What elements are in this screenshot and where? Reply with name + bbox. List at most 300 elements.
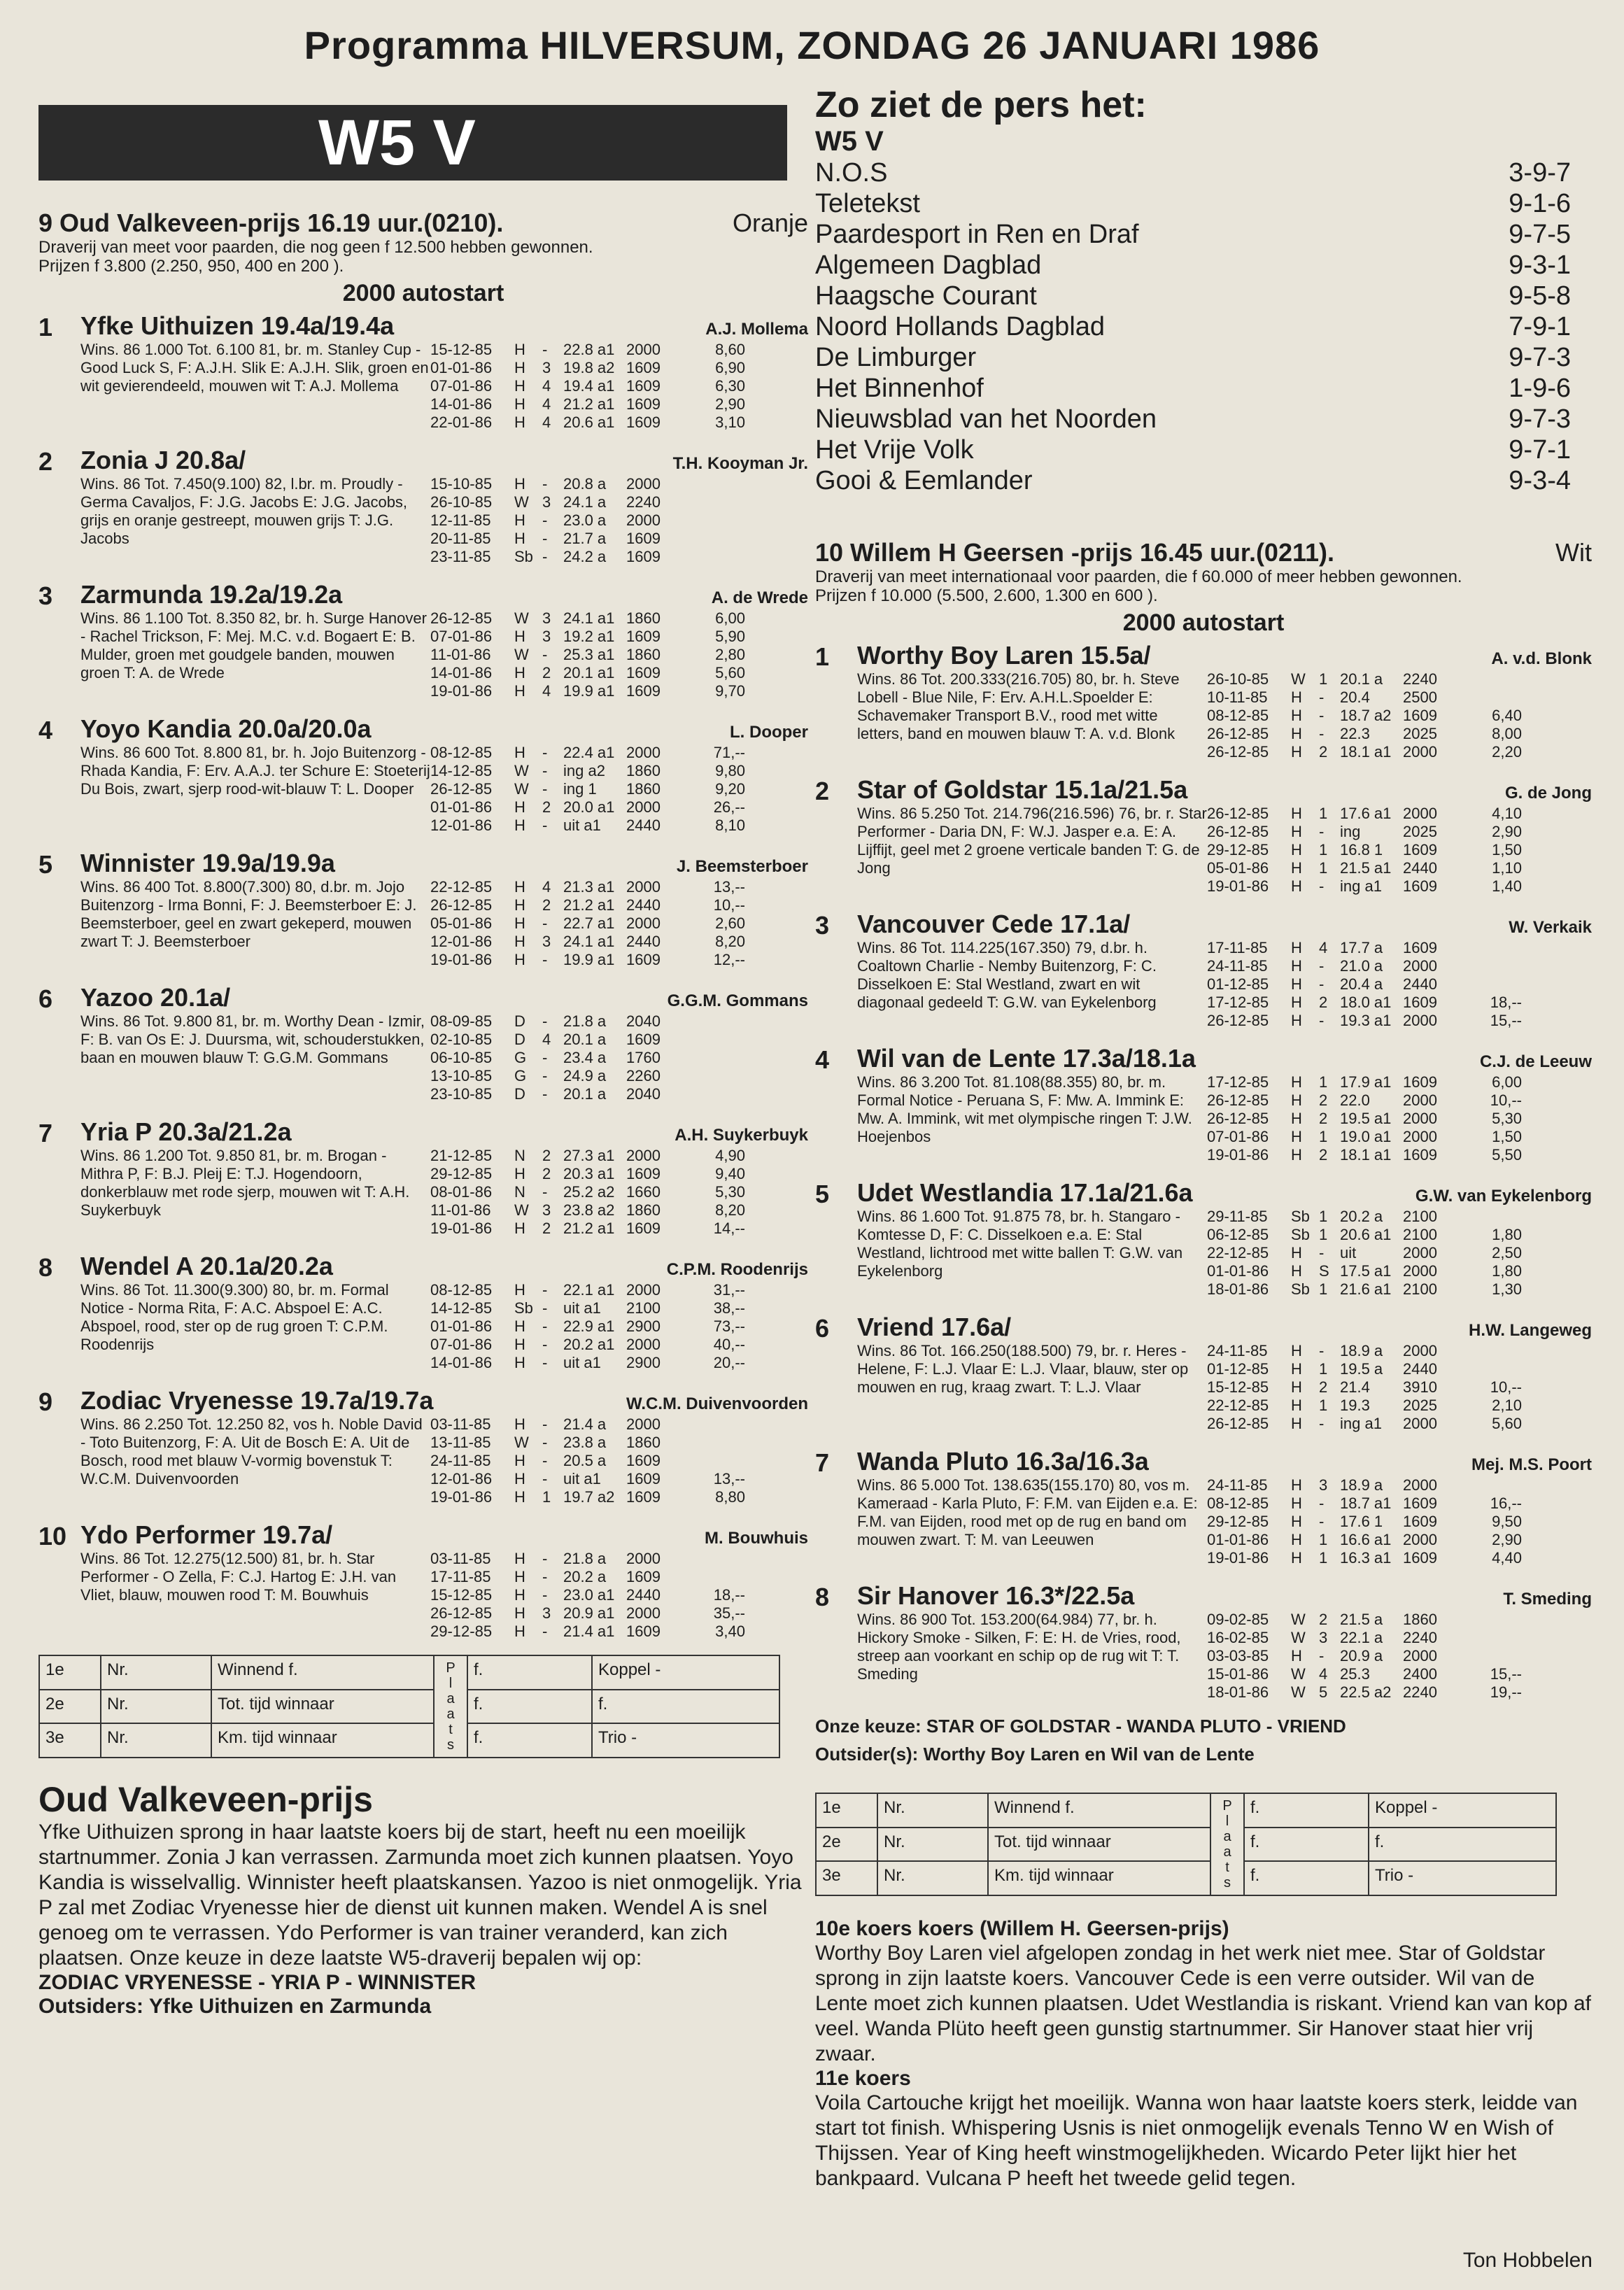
press-source: Paardesport in Ren en Draf — [815, 220, 1139, 249]
start-date: 17-12-85 — [1207, 994, 1269, 1011]
start-odds: 18,-- — [713, 1586, 745, 1604]
horse-header — [857, 1178, 1592, 1208]
start-record — [1207, 841, 1592, 859]
start-track: H — [514, 1470, 525, 1487]
start-distance: 1609 — [626, 1452, 661, 1469]
start-record — [430, 1012, 808, 1031]
start-date: 15-12-85 — [1207, 1378, 1269, 1396]
start-odds — [1466, 688, 1522, 707]
start-record — [430, 762, 808, 780]
start-record — [430, 414, 808, 432]
horse-info: Wins. 86 Tot. 9.800 81, br. m. Worthy Dean - Izmir, F: B. van Os E: J. Duursma, wit, schouderstukken, baan en mouwen blauw T: G.G.M. Gommans — [80, 1012, 425, 1066]
start-record — [430, 951, 808, 969]
horse-starts — [430, 1415, 808, 1506]
start-distance: 2100 — [1403, 1226, 1437, 1243]
horse-entry — [815, 1581, 1592, 1702]
result-number: Nr. — [877, 1793, 988, 1828]
start-date: 23-10-85 — [430, 1085, 493, 1103]
horse-entry — [815, 1447, 1592, 1567]
start-odds: 6,00 — [1492, 1073, 1522, 1091]
start-date: 29-12-85 — [430, 1623, 493, 1640]
start-odds: 5,60 — [1492, 1415, 1522, 1432]
trio-dash: - — [1408, 1866, 1414, 1886]
horse-entry — [38, 580, 808, 700]
horse-body — [857, 641, 1592, 761]
press-tip: 9-1-6 — [1509, 189, 1571, 218]
start-record — [430, 1415, 808, 1434]
start-time: 22.1 a1 — [563, 1281, 615, 1299]
horse-details — [80, 475, 808, 566]
start-place: 4 — [1319, 939, 1328, 956]
start-odds: 8,10 — [715, 817, 745, 834]
start-odds — [689, 1012, 745, 1031]
horse-header — [857, 1447, 1592, 1476]
horse-name: Wendel A 20.1a/20.2a — [80, 1252, 333, 1280]
start-record — [1207, 939, 1592, 957]
horse-body — [80, 580, 808, 700]
horse-details — [80, 1012, 808, 1103]
start-odds: 2,90 — [1492, 1531, 1522, 1548]
start-distance: 2440 — [1403, 859, 1437, 877]
start-time: 21.4 a — [563, 1415, 607, 1433]
start-record — [1207, 725, 1592, 743]
start-track: H — [1291, 1012, 1302, 1029]
start-track: H — [514, 933, 525, 950]
start-time: 21.2 a1 — [563, 896, 615, 914]
start-place: - — [542, 511, 548, 529]
start-record — [1207, 1611, 1592, 1629]
start-record — [430, 1067, 808, 1085]
start-place: - — [1319, 957, 1325, 975]
start-time: 22.1 a — [1340, 1629, 1383, 1646]
horse-number: 1 — [815, 642, 830, 671]
start-track: H — [1291, 1073, 1302, 1091]
start-place: 2 — [1319, 1611, 1328, 1628]
start-date: 19-01-86 — [1207, 1549, 1269, 1567]
start-distance: 2500 — [1403, 688, 1437, 706]
start-date: 14-01-86 — [430, 395, 493, 413]
start-distance: 2000 — [626, 1147, 661, 1164]
result-koppel — [592, 1655, 779, 1690]
result-f: f. — [467, 1723, 592, 1758]
start-time: 16.3 a1 — [1340, 1549, 1392, 1567]
start-track: H — [1291, 1397, 1302, 1414]
race9-color: Oranje — [732, 208, 808, 237]
start-place: 4 — [542, 1031, 551, 1048]
start-distance: 2000 — [1403, 1244, 1437, 1261]
start-time: 18.7 a2 — [1340, 707, 1392, 724]
start-track: H — [514, 341, 525, 358]
horse-info: Wins. 86 Tot. 11.300(9.300) 80, br. m. Formal Notice - Norma Rita, F: A.C. Abspoel E: A.C. Abspoel, rood, ster op de rug groen T: C.P.M. Roodenrijs — [80, 1281, 389, 1353]
horse-number: 2 — [38, 447, 53, 476]
start-odds: 18,-- — [1490, 994, 1522, 1011]
start-distance: 2260 — [626, 1067, 661, 1084]
start-distance: 2025 — [1403, 823, 1437, 840]
start-place: 2 — [542, 798, 551, 816]
start-time: 21.3 a1 — [563, 878, 615, 896]
race10-heading — [815, 538, 1592, 567]
start-distance: 2240 — [1403, 1683, 1437, 1701]
start-odds — [689, 1085, 745, 1103]
start-date: 11-01-86 — [430, 646, 491, 663]
start-track: H — [514, 1586, 525, 1604]
result-plaats: P l a a t s — [434, 1655, 467, 1758]
horse-trainer: C.P.M. Roodenrijs — [666, 1260, 808, 1279]
horse-trainer: G. de Jong — [1504, 784, 1592, 803]
start-odds: 4,10 — [1492, 805, 1522, 822]
start-date: 01-01-86 — [1207, 1531, 1269, 1548]
start-place: 1 — [1319, 1360, 1328, 1378]
start-time: 19.3 — [1340, 1397, 1370, 1414]
start-record — [430, 1299, 808, 1317]
start-place: 1 — [1319, 670, 1328, 688]
start-distance: 2240 — [626, 493, 661, 511]
start-record — [430, 1085, 808, 1103]
result-position: 2e — [39, 1690, 101, 1724]
horse-header — [80, 1252, 808, 1281]
koppel-dash: - — [1432, 1798, 1438, 1817]
start-record — [430, 1183, 808, 1201]
start-odds — [1466, 1629, 1522, 1647]
horse-name: Ydo Performer 19.7a/ — [80, 1520, 333, 1549]
start-date: 08-12-85 — [1207, 707, 1269, 724]
start-distance: 1609 — [1403, 1513, 1437, 1530]
start-track: H — [514, 798, 525, 816]
start-record — [1207, 1665, 1592, 1683]
start-record — [1207, 1683, 1592, 1702]
start-record — [1207, 670, 1592, 688]
start-time: 20.1 a1 — [563, 664, 615, 681]
start-track: H — [514, 1354, 525, 1371]
press-tip: 9-7-1 — [1509, 435, 1571, 465]
press-row — [815, 404, 1571, 434]
result-row — [39, 1723, 779, 1758]
horse-number: 4 — [815, 1045, 830, 1074]
start-time: 25.2 a2 — [563, 1183, 615, 1201]
start-time: 18.1 a1 — [1340, 1146, 1392, 1164]
start-track: N — [514, 1183, 525, 1201]
start-place: 4 — [542, 878, 551, 896]
start-odds — [689, 475, 745, 493]
start-date: 20-11-85 — [430, 530, 491, 547]
start-time: 21.2 a1 — [563, 1220, 615, 1237]
horse-trainer: M. Bouwhuis — [705, 1529, 808, 1548]
result-number: Nr. — [877, 1828, 988, 1862]
horse-info: Wins. 86 1.200 Tot. 9.850 81, br. m. Brogan - Mithra P, F: B.J. Pleij E: T.J. Hogendoorn, donkerblauw met rode sjerp, mouwen wit T: A.H. Suykerbuyk — [80, 1147, 410, 1219]
start-time: 18.7 a1 — [1340, 1494, 1392, 1512]
start-date: 08-09-85 — [430, 1012, 493, 1030]
start-track: H — [514, 414, 525, 431]
start-track: H — [1291, 1110, 1302, 1127]
start-distance: 1609 — [626, 1031, 661, 1048]
start-distance: 1609 — [626, 682, 661, 700]
start-track: H — [514, 1415, 525, 1433]
start-date: 12-11-85 — [430, 511, 491, 529]
start-odds: 8,80 — [715, 1488, 745, 1506]
start-track: H — [1291, 957, 1302, 975]
horse-number: 5 — [38, 850, 53, 879]
race9-desc1: Draverij van meet voor paarden, die nog geen f 12.500 hebben gewonnen. — [38, 238, 593, 257]
start-date: 26-12-85 — [1207, 805, 1269, 822]
start-place: - — [542, 1434, 548, 1451]
start-record — [1207, 1531, 1592, 1549]
start-date: 03-11-85 — [430, 1415, 491, 1433]
start-odds: 12,-- — [713, 951, 745, 968]
start-distance: 1609 — [626, 664, 661, 681]
start-track: Sb — [514, 548, 533, 565]
press-row — [815, 188, 1571, 219]
start-date: 22-01-86 — [430, 414, 493, 431]
start-time: 18.9 a — [1340, 1342, 1383, 1359]
press-source: Algemeen Dagblad — [815, 250, 1042, 280]
start-track: H — [1291, 1415, 1302, 1432]
comment11-title: 11e koers — [815, 2067, 911, 2090]
start-time: 18.0 a1 — [1340, 994, 1392, 1011]
press-title: Zo ziet de pers het: — [815, 85, 1147, 125]
result-number: Nr. — [101, 1723, 211, 1758]
start-place: - — [542, 762, 548, 779]
start-place: 1 — [1319, 859, 1328, 877]
horse-header — [857, 1313, 1592, 1342]
start-record — [430, 609, 808, 628]
horse-starts — [430, 1281, 808, 1372]
race9-start-type: 2000 autostart — [342, 280, 504, 306]
start-distance: 1609 — [626, 1568, 661, 1585]
start-track: H — [1291, 859, 1302, 877]
start-track: H — [514, 475, 525, 493]
horse-trainer: J. Beemsterboer — [676, 857, 808, 876]
horse-details — [857, 1073, 1592, 1164]
start-track: W — [514, 780, 529, 798]
start-date: 19-01-86 — [430, 1220, 493, 1237]
start-record — [430, 914, 808, 933]
horse-number: 3 — [38, 581, 53, 610]
start-time: uit a1 — [563, 1470, 601, 1487]
horse-trainer: H.W. Langeweg — [1468, 1321, 1592, 1340]
start-track: W — [514, 1201, 529, 1219]
horse-info: Wins. 86 Tot. 7.450(9.100) 82, l.br. m. Proudly - Germa Cavaljos, F: J.G. Jacobs E: J.G. Jacobs, grijs en oranje gestreept, mouwen grijs T: J.G. Jacobs — [80, 475, 408, 547]
horse-trainer: T. Smeding — [1503, 1590, 1592, 1609]
start-track: G — [514, 1067, 527, 1084]
start-date: 16-02-85 — [1207, 1629, 1269, 1646]
start-date: 07-01-86 — [430, 377, 493, 395]
horse-entry — [38, 311, 808, 432]
start-record — [1207, 1397, 1592, 1415]
start-record — [430, 1281, 808, 1299]
horse-body — [80, 311, 808, 432]
start-time: 19.9 a1 — [563, 682, 615, 700]
result-plaats: P l a a t s — [1210, 1793, 1244, 1895]
start-odds — [689, 511, 745, 530]
start-record — [430, 682, 808, 700]
start-distance: 1609 — [626, 1470, 661, 1487]
start-place: 1 — [1319, 1226, 1328, 1243]
start-date: 26-12-85 — [1207, 1012, 1269, 1029]
start-record — [430, 395, 808, 414]
horse-name: Yazoo 20.1a/ — [80, 983, 231, 1012]
comment10-title: 10e koers koers (Willem H. Geersen-prijs) — [815, 1917, 1229, 1940]
start-time: 17.6 a1 — [1340, 805, 1392, 822]
horse-number: 6 — [815, 1314, 830, 1343]
start-date: 08-01-86 — [430, 1183, 493, 1201]
start-record — [1207, 1647, 1592, 1665]
start-track: H — [514, 744, 525, 761]
result-trio — [592, 1723, 779, 1758]
start-odds — [689, 530, 745, 548]
start-place: 1 — [1319, 1208, 1328, 1225]
start-odds: 2,90 — [715, 395, 745, 413]
start-odds — [689, 493, 745, 511]
start-place: - — [1319, 975, 1325, 993]
start-place: 1 — [1319, 1531, 1328, 1548]
result-label: Km. tijd winnaar — [211, 1723, 434, 1758]
start-record — [430, 664, 808, 682]
start-time: 20.4 — [1340, 688, 1370, 706]
start-odds: 1,80 — [1492, 1226, 1522, 1243]
press-source: Haagsche Courant — [815, 281, 1037, 311]
start-time: 19.5 a1 — [1340, 1110, 1392, 1127]
start-track: H — [514, 628, 525, 645]
start-date: 01-01-86 — [430, 359, 493, 376]
horse-number: 7 — [38, 1119, 53, 1147]
start-odds: 40,-- — [713, 1336, 745, 1353]
start-place: - — [542, 1012, 548, 1030]
start-track: H — [514, 817, 525, 834]
start-time: ing — [1340, 823, 1361, 840]
result-f: f. — [1244, 1828, 1369, 1862]
start-date: 11-01-86 — [430, 1201, 491, 1219]
press-row — [815, 250, 1571, 281]
press-tip: 9-7-3 — [1509, 343, 1571, 372]
start-place: 1 — [1319, 1073, 1328, 1091]
start-place: - — [1319, 1012, 1325, 1029]
start-distance: 2000 — [1403, 1415, 1437, 1432]
start-date: 22-12-85 — [1207, 1397, 1269, 1414]
start-record — [1207, 1128, 1592, 1146]
start-date: 19-01-86 — [1207, 877, 1269, 895]
start-track: D — [514, 1012, 525, 1030]
start-odds: 4,40 — [1492, 1549, 1522, 1567]
koppel-label: Koppel — [598, 1660, 651, 1679]
result-label: Winnend f. — [211, 1655, 434, 1690]
start-distance: 2440 — [1403, 1360, 1437, 1378]
horse-header — [80, 1117, 808, 1147]
start-track: H — [1291, 743, 1302, 761]
start-odds — [1466, 1611, 1522, 1629]
start-record — [430, 341, 808, 359]
start-odds — [689, 1415, 745, 1434]
comment11-text: Voila Cartouche krijgt het moeilijk. Wanna won haar laatste koers sterk, leidde van start tot finish. Whispering Usnis is niet onmogelijk evenals Tenno W en Wish of Thijssen. Year of King heeft winstmogelijkheden. Wicardo Peter lijkt hier het bankpaard. Vulcana P heeft het tweede gelid tegen. — [815, 2091, 1578, 2190]
horse-entry — [38, 1252, 808, 1372]
start-record — [430, 359, 808, 377]
start-odds: 8,20 — [715, 1201, 745, 1219]
start-distance: 2000 — [626, 475, 661, 493]
start-odds: 6,40 — [1492, 707, 1522, 724]
start-distance: 2100 — [626, 1299, 661, 1317]
start-distance: 2000 — [1403, 1531, 1437, 1548]
start-distance: 2440 — [626, 817, 661, 834]
start-distance: 2000 — [1403, 1012, 1437, 1029]
start-date: 26-12-85 — [1207, 823, 1269, 840]
horse-name: Vancouver Cede 17.1a/ — [857, 910, 1131, 938]
horse-starts — [430, 744, 808, 835]
start-distance: 1609 — [626, 414, 661, 431]
start-place: 1 — [1319, 1397, 1328, 1414]
horse-number: 9 — [38, 1387, 53, 1416]
result-number: Nr. — [101, 1655, 211, 1690]
start-track: H — [514, 530, 525, 547]
start-distance: 1609 — [1403, 707, 1437, 724]
start-odds: 2,50 — [1492, 1244, 1522, 1261]
start-place: 2 — [1319, 1378, 1328, 1396]
start-place: 2 — [542, 664, 551, 681]
horse-starts — [1207, 939, 1592, 1030]
start-record — [1207, 1110, 1592, 1128]
start-date: 26-12-85 — [1207, 743, 1269, 761]
start-track: W — [1291, 1629, 1306, 1646]
start-odds — [689, 1550, 745, 1568]
start-odds: 8,00 — [1492, 725, 1522, 742]
start-record — [430, 1550, 808, 1568]
press-tip: 9-5-8 — [1509, 281, 1571, 311]
horse-info: Wins. 86 900 Tot. 153.200(64.984) 77, br. h. Hickory Smoke - Silken, F: E: H. de Vries, rood, streep aan voorkant en schip op de rug wit T: T. Smeding — [857, 1611, 1181, 1683]
start-distance: 2900 — [626, 1317, 661, 1335]
horse-header — [80, 580, 808, 609]
start-distance: 1860 — [626, 780, 661, 798]
start-track: W — [514, 762, 529, 779]
horse-trainer: W.C.M. Duivenvoorden — [626, 1394, 808, 1413]
press-tip: 7-9-1 — [1509, 312, 1571, 341]
start-time: 18.1 a1 — [1340, 743, 1392, 761]
start-odds: 6,00 — [715, 609, 745, 627]
start-record — [430, 511, 808, 530]
horse-details — [857, 670, 1592, 761]
start-place: - — [542, 1183, 548, 1201]
result-position: 3e — [39, 1723, 101, 1758]
start-record — [430, 646, 808, 664]
start-time: 24.9 a — [563, 1067, 607, 1084]
start-odds: 10,-- — [713, 896, 745, 914]
start-date: 08-12-85 — [1207, 1494, 1269, 1512]
start-place: - — [542, 1281, 548, 1299]
start-place: 5 — [1319, 1683, 1328, 1701]
start-record — [430, 1568, 808, 1586]
start-distance: 2025 — [1403, 725, 1437, 742]
start-place: - — [542, 530, 548, 547]
start-date: 26-12-85 — [1207, 1110, 1269, 1127]
start-date: 24-11-85 — [430, 1452, 491, 1469]
start-distance: 2040 — [626, 1085, 661, 1103]
start-record — [430, 1049, 808, 1067]
horse-entry — [38, 1386, 808, 1506]
start-distance: 2000 — [626, 1415, 661, 1433]
start-place: 2 — [542, 896, 551, 914]
start-place: - — [1319, 707, 1325, 724]
start-record — [1207, 975, 1592, 994]
start-odds: 20,-- — [713, 1354, 745, 1371]
start-time: 23.8 a2 — [563, 1201, 615, 1219]
start-record — [1207, 805, 1592, 823]
start-place: - — [542, 914, 548, 932]
start-track: H — [1291, 1244, 1302, 1261]
start-odds: 1,80 — [1492, 1262, 1522, 1280]
horse-starts — [430, 878, 808, 969]
start-date: 26-12-85 — [430, 780, 493, 798]
horse-header — [80, 446, 808, 475]
start-odds: 5,90 — [715, 628, 745, 645]
start-record — [1207, 1342, 1592, 1360]
start-track: H — [514, 1336, 525, 1353]
